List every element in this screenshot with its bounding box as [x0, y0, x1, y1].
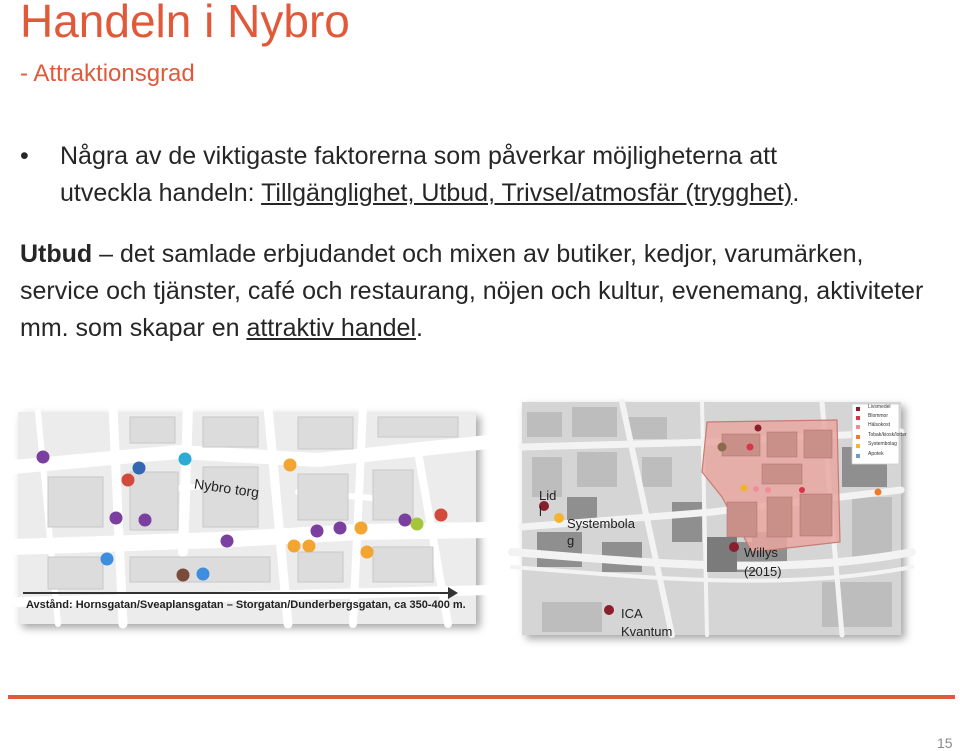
store-marker [718, 443, 727, 452]
store-marker [399, 514, 412, 527]
bullet-factors: Tillgänglighet, Utbud, Trivsel/atmosfär (trygghet) [261, 179, 793, 207]
utbud-definition: – det samlade erbjudandet och mixen av butiker, kedjor, varumärken, service och tjänster, café och restaurang, nöjen och kultur, evenemang, aktiviteter mm. som skapar en [20, 240, 924, 342]
page-number: 15 [937, 735, 953, 751]
store-marker [139, 514, 152, 527]
store-marker [875, 489, 882, 496]
bullet-line1: Några av de viktigaste faktorerna som påverkar möjligheterna att [60, 142, 778, 170]
store-marker [311, 525, 324, 538]
footer-divider [8, 695, 955, 699]
ica-kvantum-label: ICA Kvantum [621, 606, 673, 639]
legend-tobak: Tobak/kiosk/lotter [868, 432, 907, 438]
willys-marker [729, 542, 739, 552]
legend-apotek: Apotek [868, 451, 884, 457]
street-map-nybro-torg [18, 412, 476, 624]
willys-label: Willys (2015) [744, 545, 782, 579]
legend-halsokost: Hälsokost [868, 422, 890, 428]
store-marker [435, 509, 448, 522]
distance-caption: Avstånd: Hornsgatan/Sveaplansgatan – Storgatan/Dunderbergsgatan, ca 350-400 m. [26, 599, 466, 611]
bullet-symbol: • [20, 142, 29, 170]
store-marker [37, 451, 50, 464]
legend-livsmedel: Livsmedel [868, 404, 891, 410]
bullet-line2-prefix: utveckla handeln: [60, 179, 262, 207]
store-marker [179, 453, 192, 466]
store-marker [133, 462, 146, 475]
systembolaget-label: Systembola g [567, 516, 635, 548]
street-map-svg [18, 412, 476, 624]
slide-title: Handeln i Nybro [20, 0, 350, 47]
utbud-term: Utbud [20, 240, 93, 268]
store-marker [303, 540, 316, 553]
store-marker [799, 487, 805, 493]
store-marker [753, 486, 759, 492]
store-marker [284, 459, 297, 472]
store-marker [361, 546, 374, 559]
store-marker [765, 487, 771, 493]
store-marker [122, 474, 135, 487]
legend-systembolag: Systembolag [868, 441, 897, 447]
utbud-paragraph [20, 236, 930, 347]
store-marker [747, 444, 754, 451]
utbud-end: . [416, 314, 423, 342]
store-marker [334, 522, 347, 535]
ica-marker [604, 605, 614, 615]
store-marker [755, 425, 762, 432]
lidl-label: Lid l [539, 488, 557, 519]
store-marker [741, 485, 748, 492]
attraktiv-handel: attraktiv handel [246, 314, 416, 342]
bullet-line2-suffix: . [792, 179, 800, 207]
store-marker [101, 553, 114, 566]
aerial-map-city-centre [522, 402, 907, 639]
store-marker [197, 568, 210, 581]
store-marker [288, 540, 301, 553]
store-marker [221, 535, 234, 548]
store-marker [177, 569, 190, 582]
store-marker [411, 518, 424, 531]
bullet-text [60, 138, 920, 212]
store-marker [355, 522, 368, 535]
legend-blommor: Blommor [868, 413, 889, 419]
store-marker [110, 512, 123, 525]
slide-subtitle: - Attraktionsgrad [20, 60, 195, 87]
nybro-torg-label: Nybro torg [193, 475, 261, 501]
